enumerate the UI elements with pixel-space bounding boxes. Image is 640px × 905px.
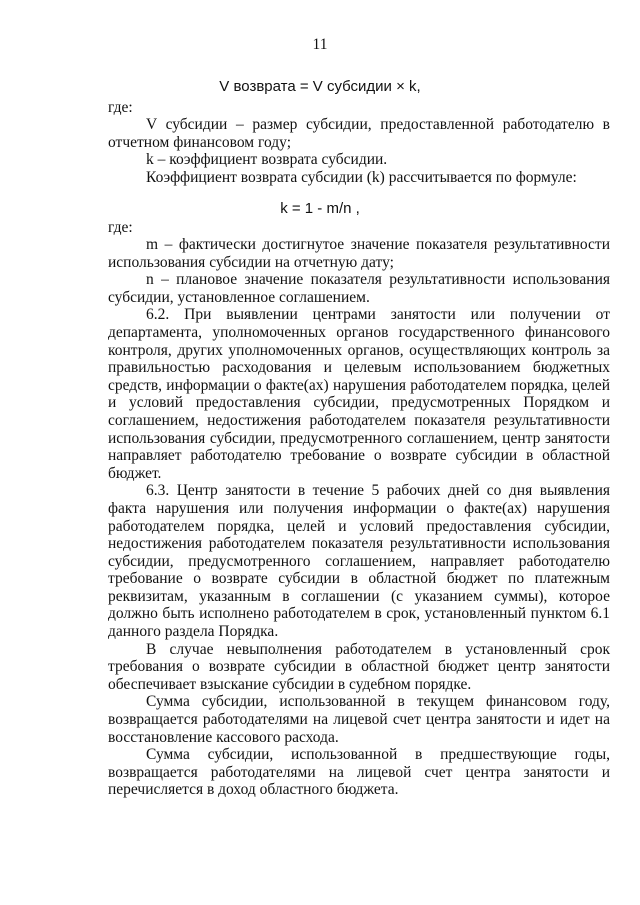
formula-return-volume: V возврата = V субсидии × k, <box>219 78 421 95</box>
definitions-block-2 <box>108 236 610 799</box>
paragraph: В случае невыполнения работодателем в установленный срок требования о возврате субсидии в областной бюджет центр занятости обеспечивает взыскание субсидии в судебном порядке. <box>108 640 610 693</box>
paragraph-section-6-3: 6.3. Центр занятости в течение 5 рабочих дней со дня выявления факта нарушения или получения информации о факте(ах) нарушения работодателем порядка, целей и условий предоставления субсидии, недостижения работодателем показателя результативности использования субсидии, предусмотренного соглашением, направляет работодателю требование о возврате субсидии в областной бюджет по платежным реквизитам, указанным в соглашении (с указанием суммы), которое должно быть исполнено работодателем в срок, установленный пунктом 6.1 данного раздела Порядка. <box>108 482 610 641</box>
paragraph: m – фактически достигнутое значение показателя результативности использования субсидии на отчетную дату; <box>108 236 610 271</box>
paragraph-section-6-2: 6.2. При выявлении центрами занятости или получении от департамента, уполномоченных органов государственного финансового контроля, других уполномоченных органов, осуществляющих контроль за правильностью расходования и целевым использованием бюджетных средств, информации о факте(ах) нарушения работодателем порядка, целей и условий предоставления субсидии, предусмотренных Порядком и соглашением, недостижения работодателем показателя результативности использования субсидии, предусмотренного соглашением, центр занятости направляет работодателю требование о возврате субсидии в областной бюджет. <box>108 306 610 482</box>
paragraph: Сумма субсидии, использованной в предшествующие годы, возвращается работодателями на лицевой счет центра занятости и перечисляется в доход областного бюджета. <box>108 746 610 799</box>
paragraph: Коэффициент возврата субсидии (k) рассчитывается по формуле: <box>146 168 577 186</box>
paragraph: k – коэффициент возврата субсидии. <box>146 151 388 169</box>
definitions-block-1 <box>108 116 610 186</box>
formula-coefficient: k = 1 - m/n , <box>280 200 360 217</box>
where-label: где: <box>108 99 133 116</box>
paragraph: V субсидии – размер субсидии, предоставленной работодателю в отчетном финансовом году; <box>108 116 610 151</box>
where-label: где: <box>108 219 133 236</box>
paragraph: Сумма субсидии, использованной в текущем финансовом году, возвращается работодателями на лицевой счет центра занятости и идет на восстановление кассового расхода. <box>108 693 610 746</box>
page-number: 11 <box>312 36 328 53</box>
paragraph: n – плановое значение показателя результативности использования субсидии, установленное соглашением. <box>108 271 610 306</box>
